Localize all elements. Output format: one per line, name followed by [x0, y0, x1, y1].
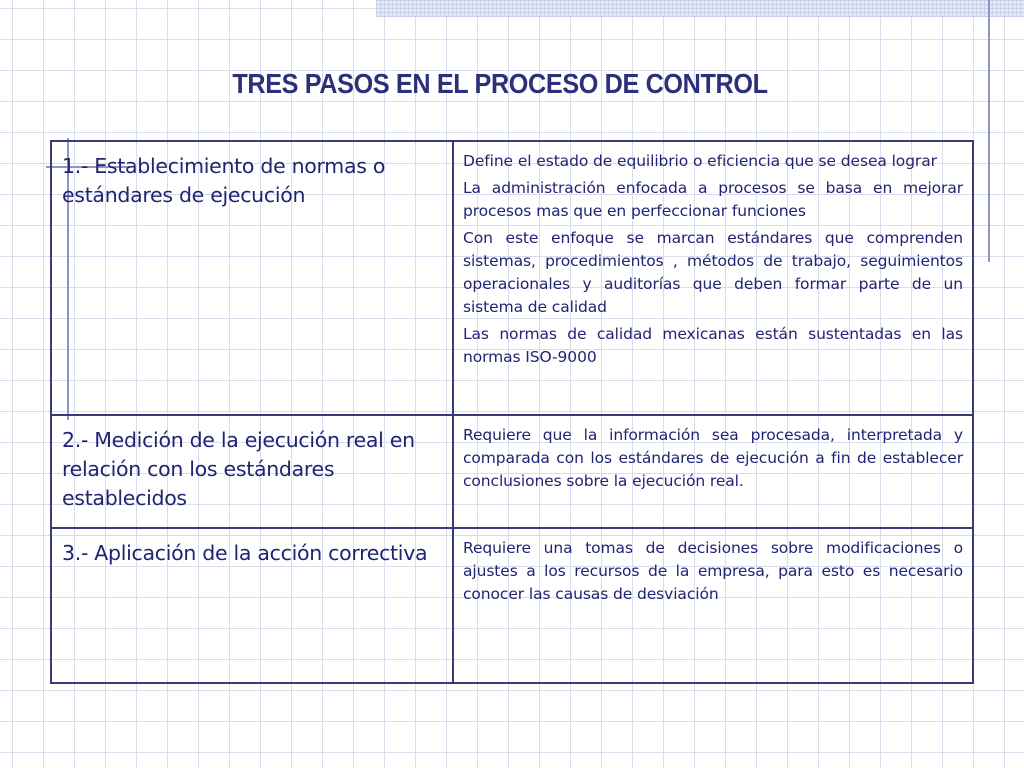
- table-row: [51, 141, 973, 415]
- step-2-label: 2.- Medición de la ejecución real en relación con los estándares establecidos: [51, 415, 453, 528]
- step-1-description-item: La administración enfocada a procesos se basa en mejorar procesos mas que en perfeccionar funciones: [463, 179, 963, 220]
- decorative-corner-pattern: [376, 0, 1024, 17]
- step-2-description: [453, 415, 973, 528]
- step-1-label: 1.- Establecimiento de normas o estándares de ejecución: [51, 141, 453, 415]
- step-1-description: [453, 141, 973, 415]
- control-steps-table: [50, 140, 974, 684]
- decorative-vertical-line-right: [988, 0, 990, 262]
- table-row: [51, 528, 973, 683]
- step-1-description-item: Con este enfoque se marcan estándares que comprenden sistemas, procedimientos , métodos de trabajo, seguimientos operacionales y auditorías que deben formar parte de un sistema de calidad: [463, 229, 963, 316]
- step-3-label: 3.- Aplicación de la acción correctiva: [51, 528, 453, 683]
- step-3-description: [453, 528, 973, 683]
- step-2-description-item: Requiere que la información sea procesada, interpretada y comparada con los estándares de ejecución a fin de establecer conclusiones sobre la ejecución real.: [463, 426, 963, 490]
- step-1-description-item: Las normas de calidad mexicanas están sustentadas en las normas ISO-9000: [463, 325, 963, 366]
- slide-title: TRES PASOS EN EL PROCESO DE CONTROL: [232, 68, 768, 99]
- step-1-description-item: Define el estado de equilibrio o eficiencia que se desea lograr: [463, 152, 937, 170]
- step-3-description-item: Requiere una tomas de decisiones sobre modificaciones o ajustes a los recursos de la empresa, para esto es necesario conocer las causas de desviación: [463, 539, 963, 603]
- table-row: [51, 415, 973, 528]
